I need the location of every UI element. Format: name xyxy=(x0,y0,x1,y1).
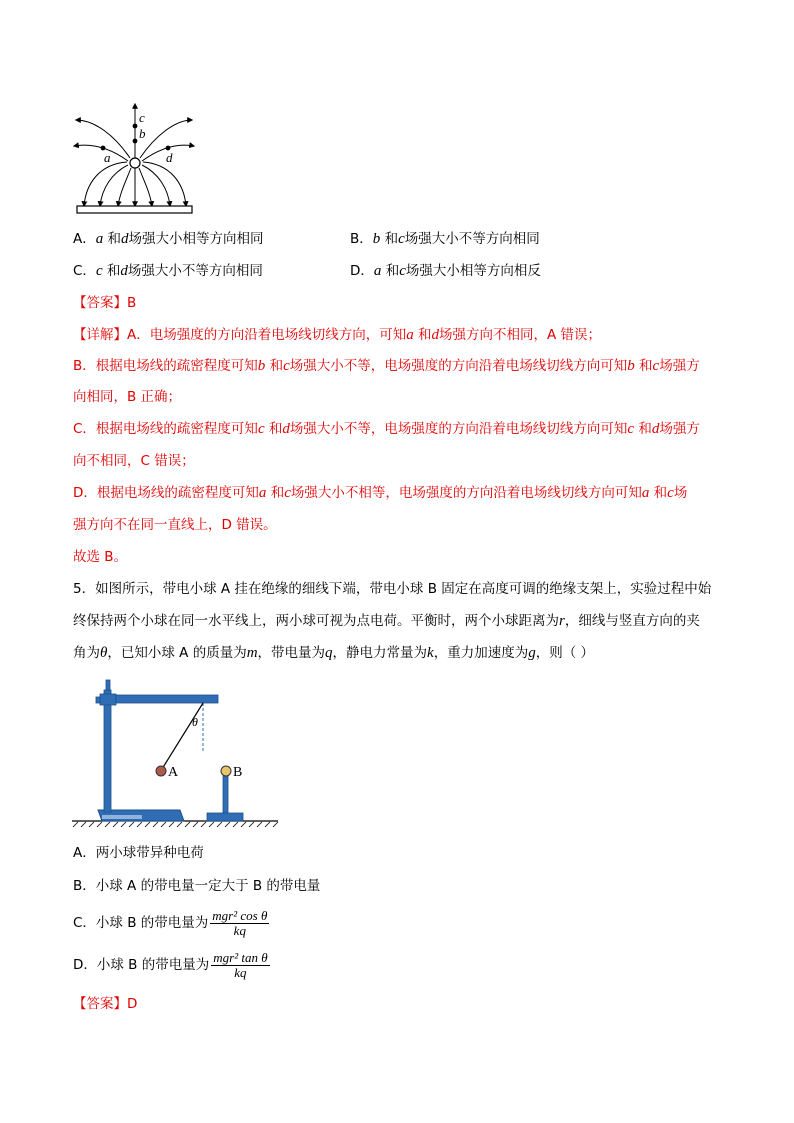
fraction-c: $\frac{\text{mgr² cos θ}}{kq}$ xyxy=(212,907,268,938)
explanation-line-7: 强方向不在同一直线上，D 错误。 xyxy=(73,517,277,533)
explanation-conclusion: 故选 B。 xyxy=(73,549,128,565)
theta-label: θ xyxy=(192,715,198,729)
thread xyxy=(162,703,203,769)
explanation-line-1: 【详解】A．电场强度的方向沿着电场线切线方向，可知a 和d场强方向不相同，A 错误； xyxy=(73,327,602,343)
explanation-line-4: C．根据电场线的疏密程度可知c 和d场强大小不等，电场强度的方向沿着电场线切线方向可知c 和d场强方 xyxy=(73,421,700,437)
metal-plate xyxy=(77,206,192,213)
q5-option-a: A．两小球带异种电荷 xyxy=(73,845,204,861)
stand-arm xyxy=(116,695,218,703)
question-5-line-2: 终保持两个小球在同一水平线上，两小球可视为点电荷。平衡时，两个小球距离为r，细线与竖直方向的夹 xyxy=(73,613,700,629)
question-5-line-1: 5．如图所示，带电小球 A 挂在绝缘的细线下端，带电小球 B 固定在高度可调的绝缘支架上，实验过程中始 xyxy=(73,581,712,597)
explanation-line-3: 向相同，B 正确； xyxy=(73,389,182,405)
ball-b-label: B xyxy=(233,765,243,780)
label-c: c xyxy=(139,110,145,125)
question-5-line-3: 角为θ，已知小球 A 的质量为m，带电量为q，静电力常量为k，重力加速度为g，则（ ） xyxy=(73,645,595,661)
stand-pole xyxy=(104,690,111,812)
apparatus-figure xyxy=(72,676,282,828)
option-c: C．c 和d场强大小不等方向相同 xyxy=(73,263,263,279)
label-a: a xyxy=(104,150,111,165)
q5-option-d: D．小球 B 的带电量为 $\frac{\text{mgr² tan θ}}{kq}$ xyxy=(73,949,268,980)
point-b xyxy=(133,139,138,144)
option-b: B．b 和c场强大小不等方向相同 xyxy=(350,231,540,247)
q5-option-b: B．小球 A 的带电量一定大于 B 的带电量 xyxy=(73,878,321,894)
q5-option-c: C．小球 B 的带电量为 $\frac{\text{mgr² cos θ}}{kq}$ xyxy=(73,907,268,938)
ball-a xyxy=(156,766,166,776)
field-line-figure xyxy=(70,98,200,216)
point-c xyxy=(133,124,138,129)
ball-a-label: A xyxy=(168,765,179,780)
explanation-line-5: 向不相同，C 错误； xyxy=(73,453,195,469)
ball-b xyxy=(221,766,231,776)
explanation-line-6: D．根据电场线的疏密程度可知a 和c场强大小不相等，电场强度的方向沿着电场线切线方向可知a 和c场 xyxy=(73,485,688,501)
label-b: b xyxy=(139,126,146,141)
option-d: D．a 和c场强大小相等方向相反 xyxy=(350,263,541,279)
answer-label: 【答案】B xyxy=(73,295,137,311)
option-a: A．a 和d场强大小相等方向相同 xyxy=(73,231,264,247)
explanation-line-2: B．根据电场线的疏密程度可知b 和c场强大小不等，电场强度的方向沿着电场线切线方向可知b 和c场强方 xyxy=(73,358,700,374)
fraction-d: $\frac{\text{mgr² tan θ}}{kq}$ xyxy=(213,949,268,980)
q5-answer-label: 【答案】D xyxy=(73,996,138,1012)
label-d: d xyxy=(166,150,173,165)
